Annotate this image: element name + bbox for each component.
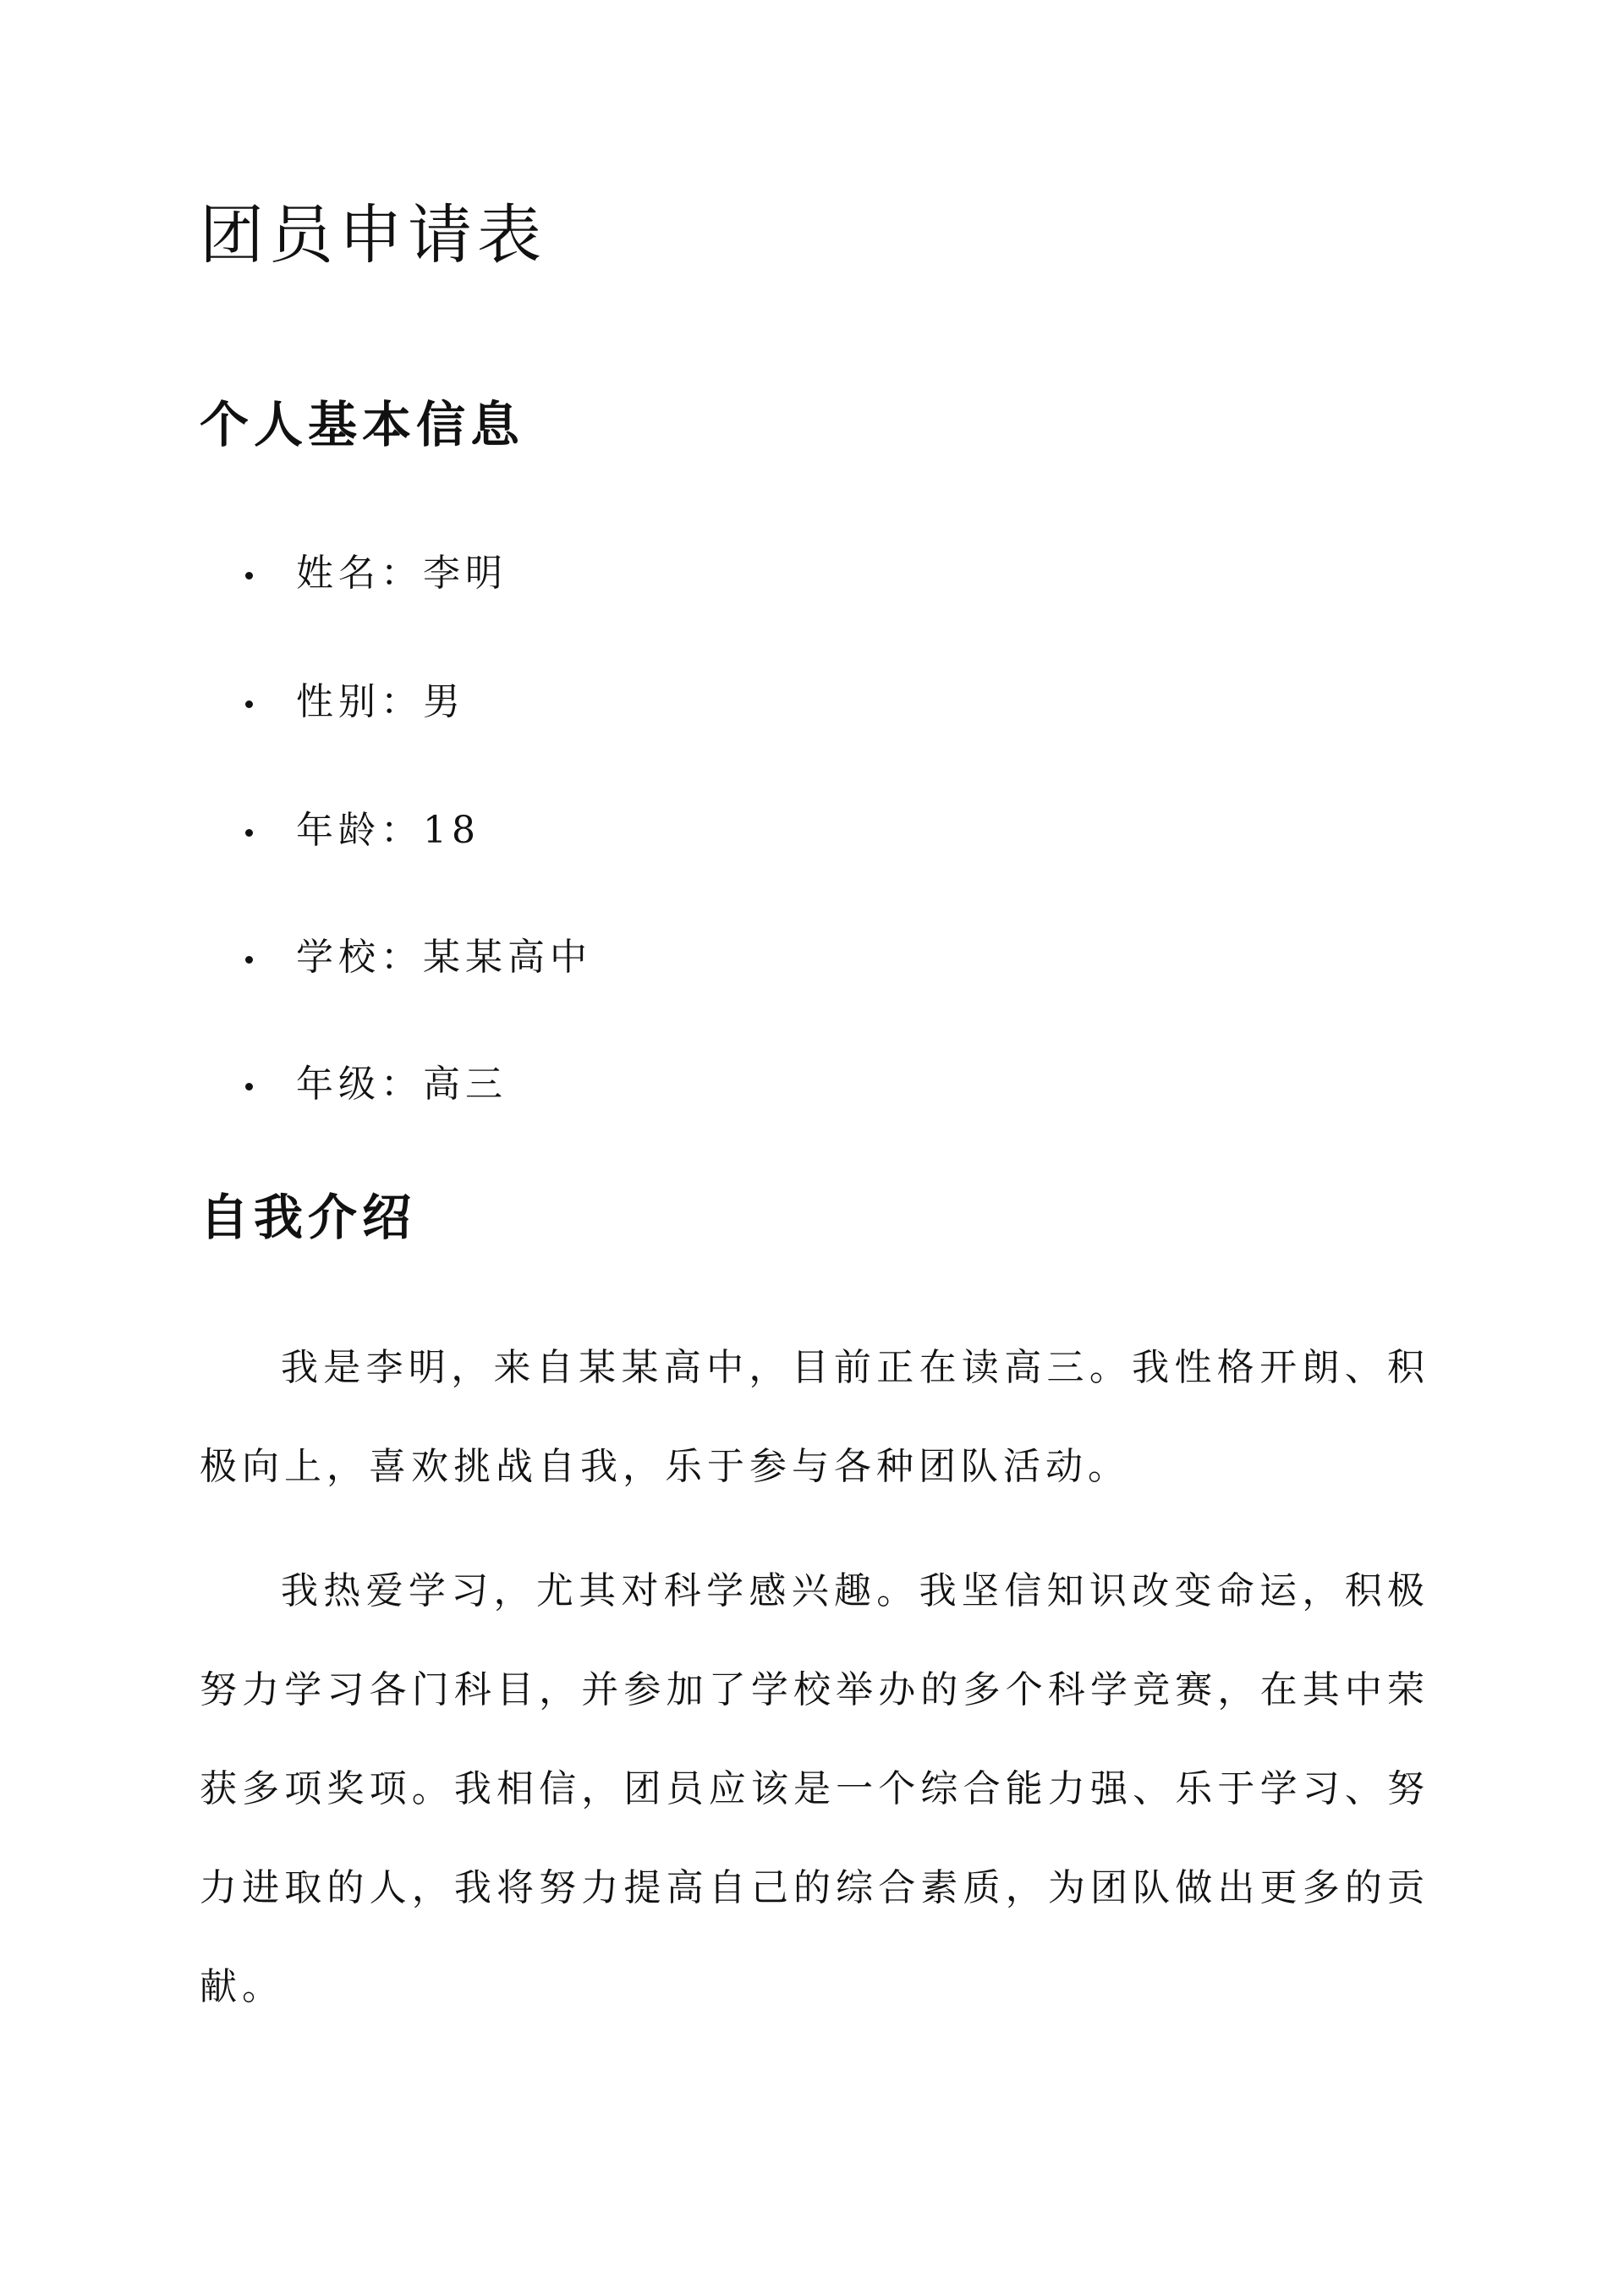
list-item-text: 年龄：18 (296, 809, 480, 852)
intro-paragraph-2: 我热爱学习，尤其对科学感兴趣。我坚信知识改变命运，积极努力学习各门科目，并参加了学校举办的多个科学竞赛，在其中荣获多项奖项。我相信，团员应该是一个综合能力强、乐于学习、努力进取的人，我将努力提高自己的综合素质，为团队做出更多的贡献。 (200, 1569, 1429, 2008)
list-item-text: 姓名：李明 (296, 552, 508, 595)
bullet-icon (245, 829, 253, 837)
bullet-icon (245, 572, 253, 579)
section-heading-basic-info: 个人基本信息 (200, 396, 525, 453)
bullet-icon (245, 956, 253, 964)
bullet-icon (245, 1083, 253, 1090)
intro-paragraph-1: 我是李明，来自某某高中，目前正在读高三。我性格开朗、积极向上，喜欢挑战自我，乐于参与各种团队活动。 (200, 1346, 1429, 1488)
list-item-text: 学校：某某高中 (296, 936, 592, 979)
document-title: 团员申请表 (200, 197, 546, 272)
section-heading-self-intro: 自我介绍 (200, 1189, 417, 1246)
bullet-icon (245, 700, 253, 708)
list-item-text: 年级：高三 (296, 1063, 508, 1106)
list-item-text: 性别：男 (296, 680, 465, 723)
